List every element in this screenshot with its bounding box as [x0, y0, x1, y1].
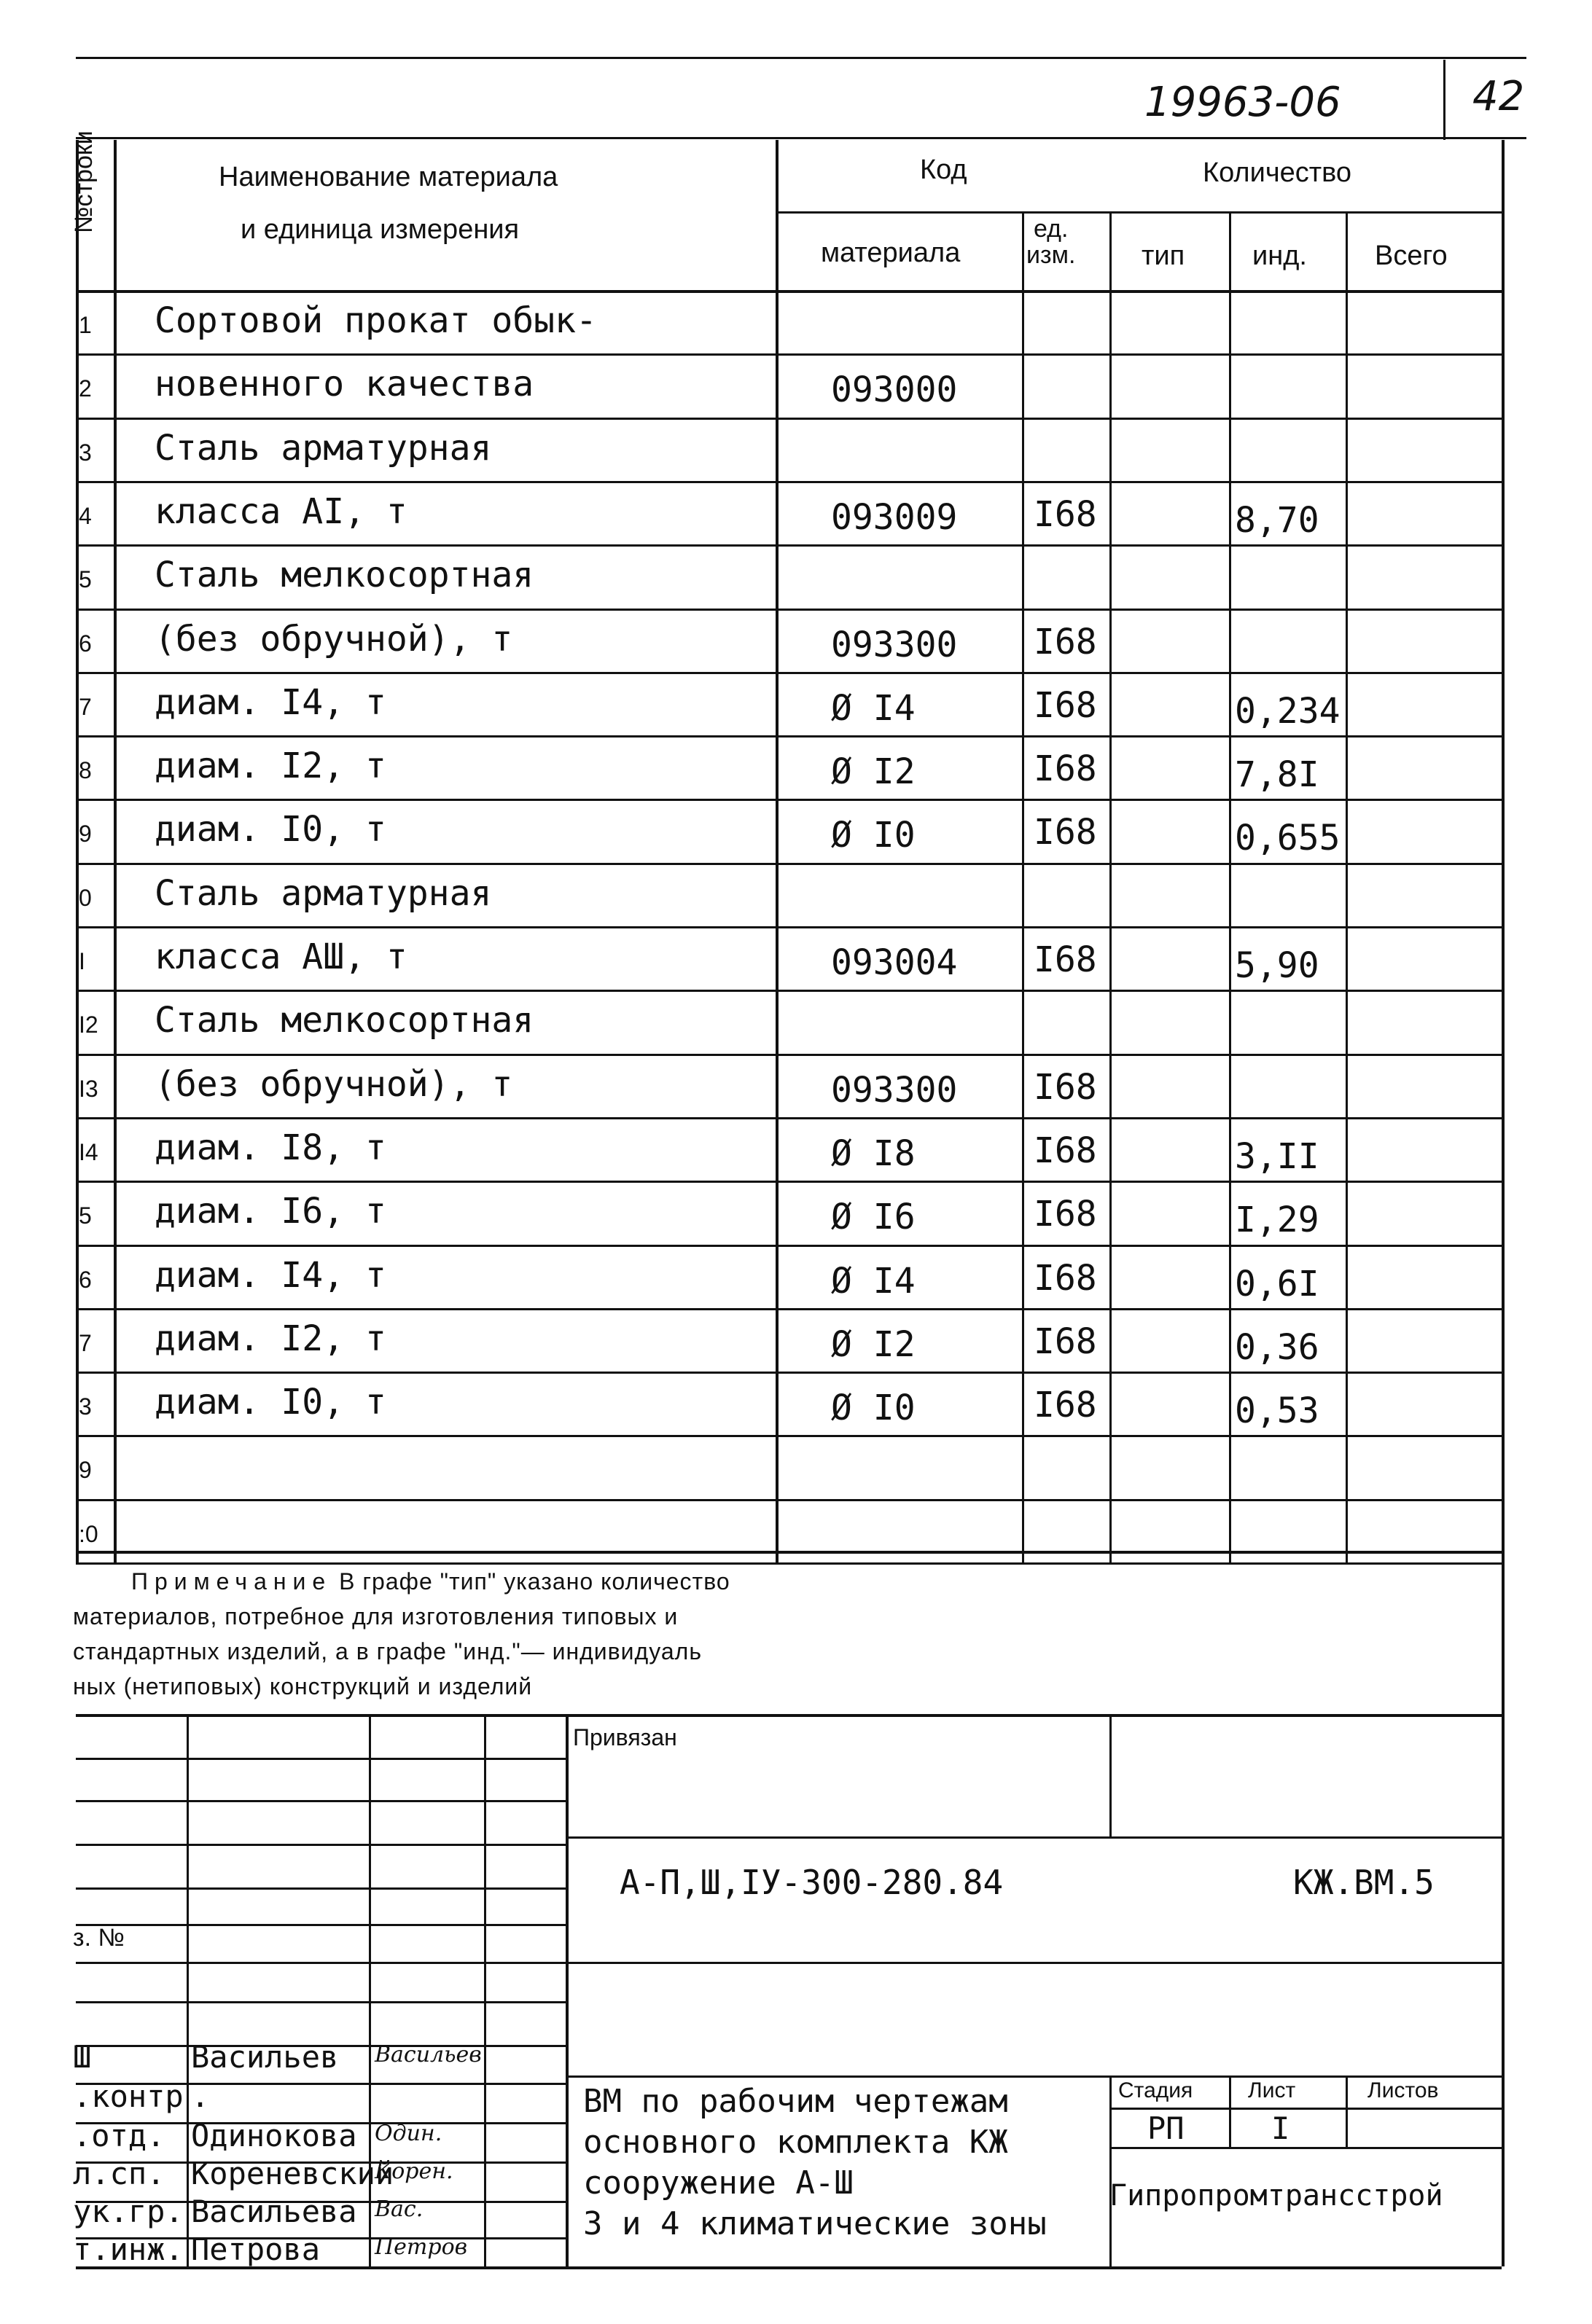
signature: Вас. — [375, 2196, 424, 2222]
table-row — [0, 1435, 1592, 1498]
header-qty-total: Всего — [1375, 240, 1448, 271]
title-right-border — [1502, 1551, 1505, 2266]
signature: Один. — [375, 2121, 442, 2146]
material-code: Ø I2 — [831, 1324, 916, 1365]
material-name: Сталь арматурная — [155, 428, 492, 469]
material-name: Сталь мелкосортная — [155, 555, 534, 595]
role-label: .контр — [73, 2078, 184, 2114]
stamp-row-line — [76, 2001, 566, 2003]
material-code: Ø I0 — [831, 1388, 916, 1428]
signature: Васильев — [375, 2042, 482, 2067]
qty-ind: 3,II — [1235, 1136, 1319, 1177]
table-row — [0, 990, 1592, 1053]
row-number: 5 — [79, 566, 92, 592]
qty-ind: 8,70 — [1235, 500, 1319, 541]
material-code: Ø I0 — [831, 815, 916, 856]
person-name: . — [191, 2078, 210, 2114]
header-split-line — [776, 211, 1502, 214]
material-name: диам. I6, т — [155, 1191, 386, 1232]
role-label: ук.гр. — [73, 2194, 184, 2229]
stamp-row-line — [76, 1887, 566, 1890]
table-row — [0, 735, 1592, 799]
table-row — [0, 1117, 1592, 1181]
table-row — [0, 863, 1592, 926]
material-name: (без обручной), т — [155, 1064, 513, 1105]
qty-ind: I,29 — [1235, 1200, 1319, 1240]
row-number: 3 — [79, 439, 92, 466]
table-row — [0, 290, 1592, 353]
role-label: .отд. — [73, 2118, 165, 2153]
doc-number: 19963-06 — [1144, 79, 1341, 126]
note-label: Примечание — [131, 1568, 332, 1595]
qty-ind: 0,234 — [1235, 691, 1341, 732]
stage-header-line — [1109, 2108, 1502, 2110]
material-name: класса АШ, т — [155, 936, 407, 977]
signature: Петров — [375, 2234, 468, 2260]
row-number: I4 — [79, 1139, 98, 1165]
material-name: диам. I8, т — [155, 1127, 386, 1168]
note-top-line — [76, 1551, 1502, 1554]
qty-ind: 0,655 — [1235, 818, 1341, 858]
header-quantity: Количество — [1203, 157, 1352, 188]
stamp-row-line — [76, 1844, 566, 1846]
doc-code: КЖ.ВМ.5 — [1293, 1863, 1435, 1902]
header-name-line2: и единица измерения — [241, 214, 520, 245]
header-code-unit: ед. изм. — [1026, 215, 1076, 269]
material-name: новенного качества — [155, 364, 534, 404]
row-number: 6 — [79, 630, 92, 657]
note-line4: ных (нетиповых) конструкций и изделий — [73, 1673, 533, 1699]
unit-code: I68 — [1034, 622, 1097, 662]
sheet-label: Лист — [1248, 2078, 1296, 2102]
table-row — [0, 1308, 1592, 1372]
material-name: диам. I4, т — [155, 682, 386, 723]
row-number: 7 — [79, 1330, 92, 1356]
stage-column-line — [1229, 2075, 1231, 2147]
material-code: Ø I8 — [831, 1133, 916, 1174]
table-row — [0, 1245, 1592, 1308]
material-code: Ø I6 — [831, 1197, 916, 1237]
bound-divider — [1109, 1714, 1112, 1836]
header-qty-ind: инд. — [1252, 240, 1307, 271]
qty-ind: 5,90 — [1235, 945, 1319, 986]
stamp-column-line — [484, 1714, 486, 2266]
unit-code: I68 — [1034, 812, 1097, 853]
table-row — [0, 926, 1592, 990]
description-line3: сооружение А-Ш — [583, 2164, 854, 2202]
row-number: 4 — [79, 503, 92, 529]
header-code: Код — [920, 154, 967, 185]
material-name: Сталь мелкосортная — [155, 1000, 534, 1041]
material-code: 093300 — [831, 1070, 958, 1111]
role-label: Ш — [73, 2039, 92, 2075]
stage-label: Стадия — [1118, 2078, 1193, 2102]
sheet-number: 42 — [1472, 73, 1525, 120]
role-label: л.сп. — [73, 2156, 165, 2191]
person-name: Одинокова — [191, 2118, 357, 2153]
material-name: диам. I2, т — [155, 1318, 386, 1359]
row-number: 0 — [79, 885, 92, 911]
row-number: 3 — [79, 1393, 92, 1420]
unit-code: I68 — [1034, 1130, 1097, 1171]
stage-column-line — [1346, 2075, 1348, 2147]
change-no-label: з. № — [73, 1924, 125, 1952]
unit-code: I68 — [1034, 1321, 1097, 1362]
unit-code: I68 — [1034, 1385, 1097, 1425]
table-row — [0, 1181, 1592, 1244]
material-name: класса АI, т — [155, 491, 407, 532]
header-code-material: материала — [821, 238, 961, 268]
unit-code: I68 — [1034, 1258, 1097, 1299]
person-name: Петрова — [191, 2231, 321, 2267]
table-row — [0, 799, 1592, 862]
description-divider — [1109, 2075, 1112, 2266]
unit-code: I68 — [1034, 748, 1097, 789]
material-name: (без обручной), т — [155, 619, 513, 660]
stage-value: РП — [1147, 2110, 1185, 2146]
stamp-row-line — [76, 1924, 566, 1926]
material-code: 093009 — [831, 497, 958, 538]
code-bottom-line — [566, 1962, 1502, 1964]
material-code: Ø I2 — [831, 751, 916, 792]
stage-value-line — [1109, 2147, 1502, 2149]
table-row — [0, 353, 1592, 417]
row-number: 2 — [79, 375, 92, 402]
organization: Гипропромтрансстрой — [1109, 2179, 1443, 2213]
row-number: 5 — [79, 1202, 92, 1229]
qty-ind: 0,53 — [1235, 1390, 1319, 1431]
material-code: 093004 — [831, 942, 958, 983]
note-line1: В графе "тип" указано количество — [339, 1568, 730, 1595]
sheet-value: I — [1271, 2110, 1290, 2146]
top-border — [76, 57, 1526, 59]
row-number: 8 — [79, 757, 92, 783]
material-code: 093300 — [831, 625, 958, 665]
material-code: 093000 — [831, 369, 958, 410]
unit-code: I68 — [1034, 1194, 1097, 1235]
qty-ind: 7,8I — [1235, 754, 1319, 795]
row-number: I3 — [79, 1076, 98, 1102]
material-code: Ø I4 — [831, 688, 916, 729]
material-code: Ø I4 — [831, 1261, 916, 1302]
material-name: диам. I0, т — [155, 809, 386, 850]
stamp-column-line — [566, 1714, 569, 2266]
row-number: 1 — [79, 312, 92, 338]
stamp-row-line — [76, 1962, 566, 1964]
person-name: Васильева — [191, 2194, 357, 2229]
material-name: диам. I4, т — [155, 1255, 386, 1296]
unit-code: I68 — [1034, 1067, 1097, 1108]
material-name: диам. I2, т — [155, 746, 386, 786]
stamp-row-line — [76, 1758, 566, 1760]
note-line2: материалов, потребное для изготовления типовых и — [73, 1603, 679, 1629]
person-name: Кореневский — [191, 2156, 394, 2191]
note — [131, 1564, 730, 1599]
material-name: Сталь арматурная — [155, 873, 492, 914]
qty-ind: 0,6I — [1235, 1264, 1319, 1304]
bound-bottom-line — [566, 1836, 1502, 1839]
description-line2: основного комплекта КЖ — [583, 2124, 1008, 2161]
unit-code: I68 — [1034, 939, 1097, 980]
row-number: 9 — [79, 821, 92, 847]
row-number: 7 — [79, 694, 92, 720]
header-qty-typ: тип — [1142, 240, 1185, 271]
unit-code: I68 — [1034, 494, 1097, 535]
row-number: I2 — [79, 1012, 98, 1038]
signature: Корен. — [375, 2159, 453, 2184]
stamp-column-line — [187, 1714, 189, 2266]
table-row — [0, 481, 1592, 544]
material-name: диам. I0, т — [155, 1382, 386, 1423]
table-row — [0, 418, 1592, 481]
unit-code: I68 — [1034, 685, 1097, 726]
stamp-row-line — [76, 1800, 566, 1802]
row-number: I — [79, 948, 85, 974]
note-line3: стандартных изделий, а в графе "инд."— индивидуаль — [73, 1638, 702, 1664]
qty-ind: 0,36 — [1235, 1327, 1319, 1368]
description-top-line — [566, 2075, 1502, 2078]
role-label: т.инж. — [73, 2231, 184, 2267]
table-row — [0, 609, 1592, 672]
table-row — [0, 544, 1592, 608]
header-divider — [1443, 60, 1445, 140]
bound-label: Привязан — [573, 1724, 677, 1750]
table-row — [0, 1054, 1592, 1117]
project-code: А-П,Ш,IУ-300-280.84 — [620, 1863, 1004, 1902]
description-line1: ВМ по рабочим чертежам — [583, 2083, 1008, 2120]
material-name: Сортовой прокат обык- — [155, 300, 597, 341]
row-number: 6 — [79, 1267, 92, 1293]
table-row — [0, 1372, 1592, 1435]
row-number: 9 — [79, 1457, 92, 1483]
header-bottom — [76, 137, 1526, 139]
header-name-line1: Наименование материала — [219, 162, 558, 192]
sheets-label: Листов — [1367, 2078, 1439, 2102]
description-line4: 3 и 4 климатические зоны — [583, 2205, 1047, 2242]
row-number: :0 — [79, 1521, 98, 1547]
header-row-no: №строки — [70, 130, 98, 233]
table-row — [0, 672, 1592, 735]
title-top-line — [76, 1714, 1502, 1717]
person-name: Васильев — [191, 2039, 339, 2075]
